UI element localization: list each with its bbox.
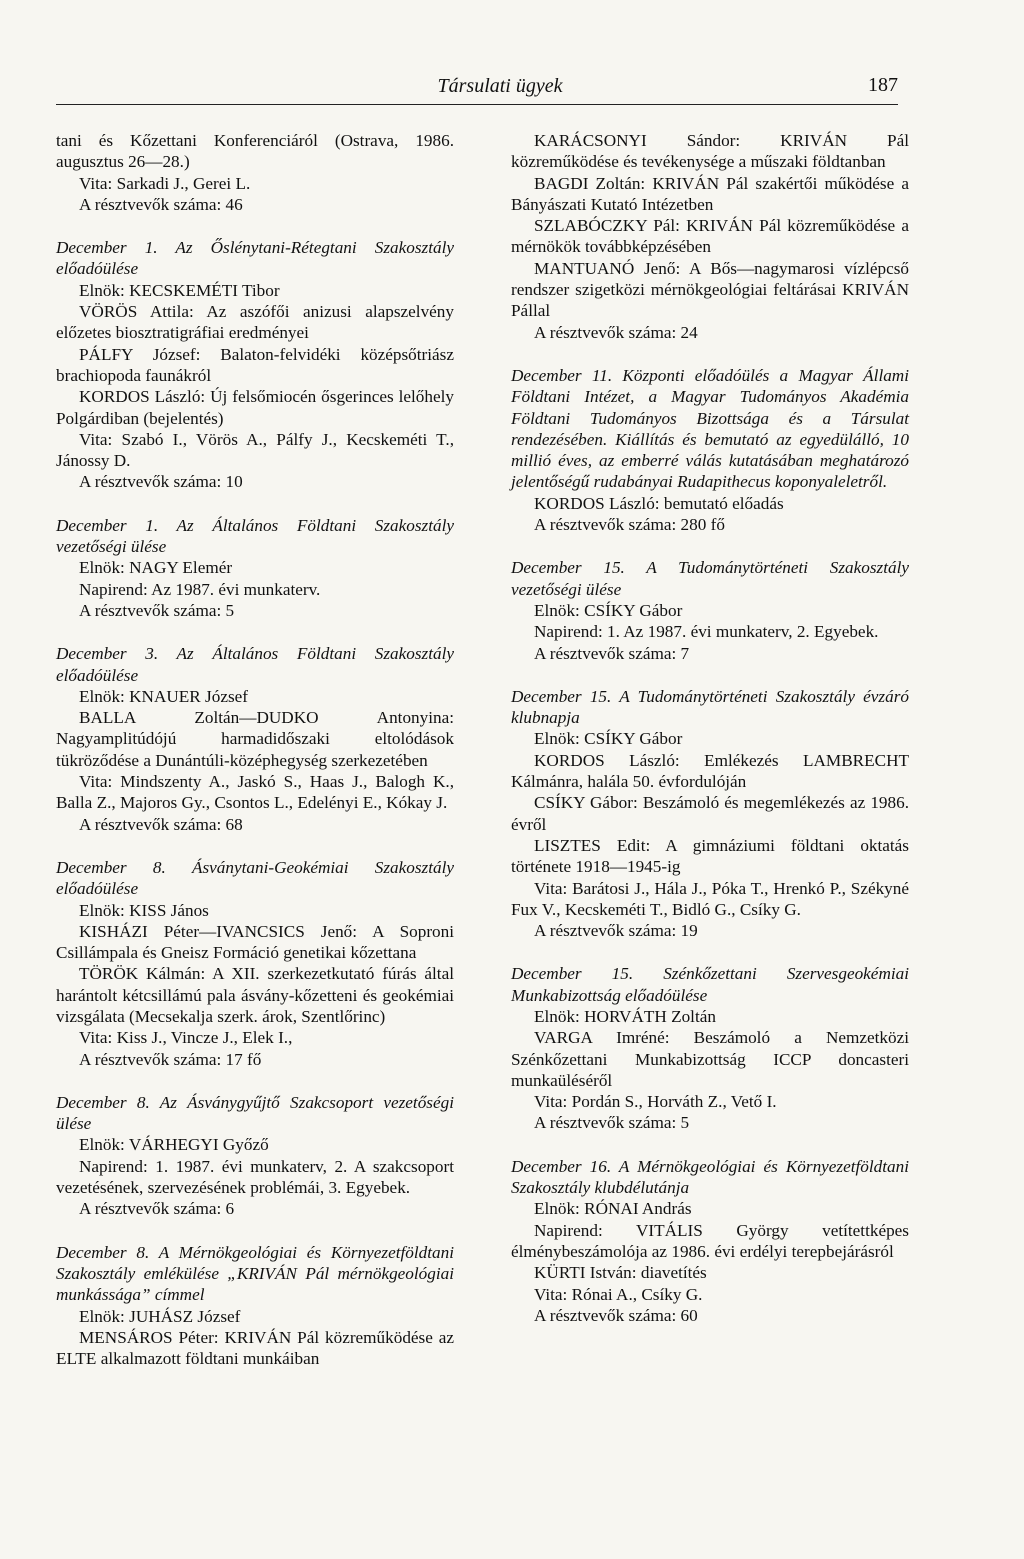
entry-heading: December 11. Központi előadóülés a Magyar Állami Földtani Intézet, a Magyar Tudományos Akadémia Földtani Tudományos Bizottsága és a Társulat rendezésében. Kiállítás és bemutató az egyedülálló, 10 millió éves, az emberré válás kutatásában meghatározó jelentőségű rudabányai Rudapithecus koponyaleletről. [511, 365, 909, 492]
entry-line: A résztvevők száma: 6 [79, 1199, 235, 1219]
running-header: Társulati ügyek [437, 75, 563, 97]
entry-line: Napirend: 1. Az 1987. évi munkaterv, 2. Egyebek. [534, 622, 879, 642]
meeting-entry [511, 963, 909, 1133]
meeting-entry [511, 130, 909, 343]
entry-line: MANTUANÓ Jenő: A Bős—nagymarosi vízlépcső rendszer szigetközi mérnökgeológiai feltárásai KRIVÁN Pállal [511, 258, 909, 321]
entry-line: Elnök: RÓNAI András [534, 1199, 692, 1219]
entry-line: Napirend: 1. 1987. évi munkaterv, 2. A szakcsoport vezetésének, szervezésének problémái, 3. Egyebek. [56, 1156, 454, 1198]
meeting-entry [56, 643, 454, 835]
entry-line: KORDOS László: bemutató előadás [534, 493, 784, 513]
entry-heading: December 1. Az Általános Földtani Szakosztály vezetőségi ülése [56, 515, 454, 557]
meeting-entry [56, 1092, 454, 1220]
entry-heading: December 15. A Tudománytörténeti Szakosztály évzáró klubnapja [511, 686, 909, 728]
entry-line: A résztvevők száma: 5 [79, 600, 235, 620]
entry-line: Elnök: KISS János [79, 900, 209, 920]
meeting-entry [511, 686, 909, 942]
entry-line: BAGDI Zoltán: KRIVÁN Pál szakértői működése a Bányászati Kutató Intézetben [511, 173, 909, 214]
entry-line: Elnök: HORVÁTH Zoltán [534, 1006, 716, 1026]
entry-heading: December 1. Az Őslénytani-Rétegtani Szakosztály előadóülése [56, 238, 454, 279]
entry-line: A résztvevők száma: 10 [79, 472, 243, 492]
entry-line: Elnök: CSÍKY Gábor [534, 600, 683, 620]
right-column [511, 130, 909, 1348]
entry-line: VÖRÖS Attila: Az aszófői anizusi alapszelvény előzetes biosztratigráfiai eredményei [56, 302, 454, 343]
entry-line: SZLABÓCZKY Pál: KRIVÁN Pál közreműködése a mérnökök továbbképzésében [511, 216, 909, 257]
entry-line: Vita: Barátosi J., Hála J., Póka T., Hrenkó P., Székyné Fux V., Kecskeméti T., Bidló G., Csíky G. [511, 878, 909, 919]
entry-heading: December 8. Ásványtani-Geokémiai Szakosztály előadóülése [56, 857, 454, 899]
entry-line: PÁLFY József: Balaton-felvidéki középsőtriász brachiopoda faunákról [56, 344, 454, 385]
meeting-entry [56, 857, 454, 1070]
entry-line: Elnök: CSÍKY Gábor [534, 729, 683, 749]
entry-line: A résztvevők száma: 68 [79, 814, 243, 834]
entry-line: Elnök: KNAUER József [79, 686, 248, 706]
entry-line: A résztvevők száma: 280 fő [534, 515, 725, 535]
entry-line: Vita: Szabó I., Vörös A., Pálfy J., Kecskeméti T., Jánossy D. [56, 429, 454, 471]
left-column [56, 130, 454, 1391]
entry-line: A résztvevők száma: 17 fő [79, 1049, 262, 1069]
entry-heading: December 3. Az Általános Földtani Szakosztály előadóülése [56, 644, 454, 685]
entry-line: A résztvevők száma: 60 [534, 1305, 698, 1325]
entry-line: KORDOS László: Új felsőmiocén ősgerinces lelőhely Polgárdiban (bejelentés) [56, 387, 454, 428]
meeting-entry [56, 130, 454, 215]
entry-line: Elnök: VÁRHEGYI Győző [79, 1135, 269, 1155]
entry-line: KORDOS László: Emlékezés LAMBRECHT Kálmánra, halála 50. évfordulóján [511, 750, 909, 792]
entry-line: Napirend: Az 1987. évi munkaterv. [79, 579, 321, 599]
meeting-entry [56, 1242, 454, 1370]
entry-line: VARGA Imréné: Beszámoló a Nemzetközi Szénkőzettani Munkabizottság ICCP doncasteri munkaüléséről [511, 1028, 909, 1090]
entry-line: A résztvevők száma: 7 [534, 643, 690, 663]
entry-line: A résztvevők száma: 46 [79, 194, 243, 214]
entry-heading: December 15. A Tudománytörténeti Szakosztály vezetőségi ülése [511, 558, 909, 599]
meeting-entry [56, 237, 454, 493]
entry-heading: December 8. A Mérnökgeológiai és Környezetföldtani Szakosztály emlékülése „KRIVÁN Pál mérnökgeológiai munkássága” címmel [56, 1242, 454, 1305]
entry-line: CSÍKY Gábor: Beszámoló és megemlékezés az 1986. évről [511, 793, 909, 834]
entry-line: LISZTES Edit: A gimnáziumi földtani oktatás története 1918—1945-ig [511, 835, 909, 877]
entry-heading: December 8. Az Ásványgyűjtő Szakcsoport vezetőségi ülése [56, 1092, 454, 1134]
entry-line: KARÁCSONYI Sándor: KRIVÁN Pál közreműködése és tevékenysége a műszaki földtanban [511, 131, 909, 172]
meeting-entry [511, 1156, 909, 1326]
entry-heading: December 15. Szénkőzettani Szervesgeokémiai Munkabizottság előadóülése [511, 964, 909, 1005]
entry-line: Vita: Mindszenty A., Jaskó S., Haas J., Balogh K., Balla Z., Majoros Gy., Csontos L., Edelényi E., Kókay J. [56, 772, 454, 813]
meeting-entry [511, 557, 909, 663]
entry-line: MENSÁROS Péter: KRIVÁN Pál közreműködése az ELTE alkalmazott földtani munkáiban [56, 1327, 454, 1369]
entry-line: KÜRTI István: diavetítés [534, 1263, 707, 1283]
entry-line: Vita: Sarkadi J., Gerei L. [79, 173, 251, 193]
entry-heading: December 16. A Mérnökgeológiai és Környezetföldtani Szakosztály klubdélutánja [511, 1156, 909, 1198]
page-number: 187 [868, 74, 898, 96]
entry-line: A résztvevők száma: 5 [534, 1113, 690, 1133]
entry-line: Vita: Kiss J., Vincze J., Elek I., [79, 1028, 293, 1048]
entry-line: Elnök: JUHÁSZ József [79, 1306, 241, 1326]
entry-line: KISHÁZI Péter—IVANCSICS Jenő: A Soproni Csillámpala és Gneisz Formáció genetikai kőzettana [56, 921, 454, 963]
entry-line: BALLA Zoltán—DUDKO Antonyina: Nagyamplitúdójú harmadidőszaki eltolódások tükröződése a Dunántúli-középhegység szerkezetében [56, 708, 454, 770]
entry-line: Vita: Rónai A., Csíky G. [534, 1284, 703, 1304]
entry-line: Napirend: VITÁLIS György vetítettképes élménybeszámolója az 1986. évi erdélyi terepbejárásról [511, 1220, 909, 1261]
header-rule [56, 104, 898, 105]
meeting-entry [56, 515, 454, 621]
entry-line: Vita: Pordán S., Horváth Z., Vető I. [534, 1092, 777, 1112]
entry-line: Elnök: NAGY Elemér [79, 558, 233, 578]
entry-line: TÖRÖK Kálmán: A XII. szerkezetkutató fúrás által harántolt kétcsillámú pala ásvány-kőzetteni és geokémiai vizsgálata (Mecsekalja szerk. árok, Szentlőrinc) [56, 964, 454, 1026]
entry-line: Elnök: KECSKEMÉTI Tibor [79, 280, 280, 300]
entry-line: tani és Kőzettani Konferenciáról (Ostrava, 1986. augusztus 26—28.) [56, 131, 454, 172]
entry-line: A résztvevők száma: 24 [534, 322, 698, 342]
entry-line: A résztvevők száma: 19 [534, 921, 698, 941]
meeting-entry [511, 365, 909, 535]
